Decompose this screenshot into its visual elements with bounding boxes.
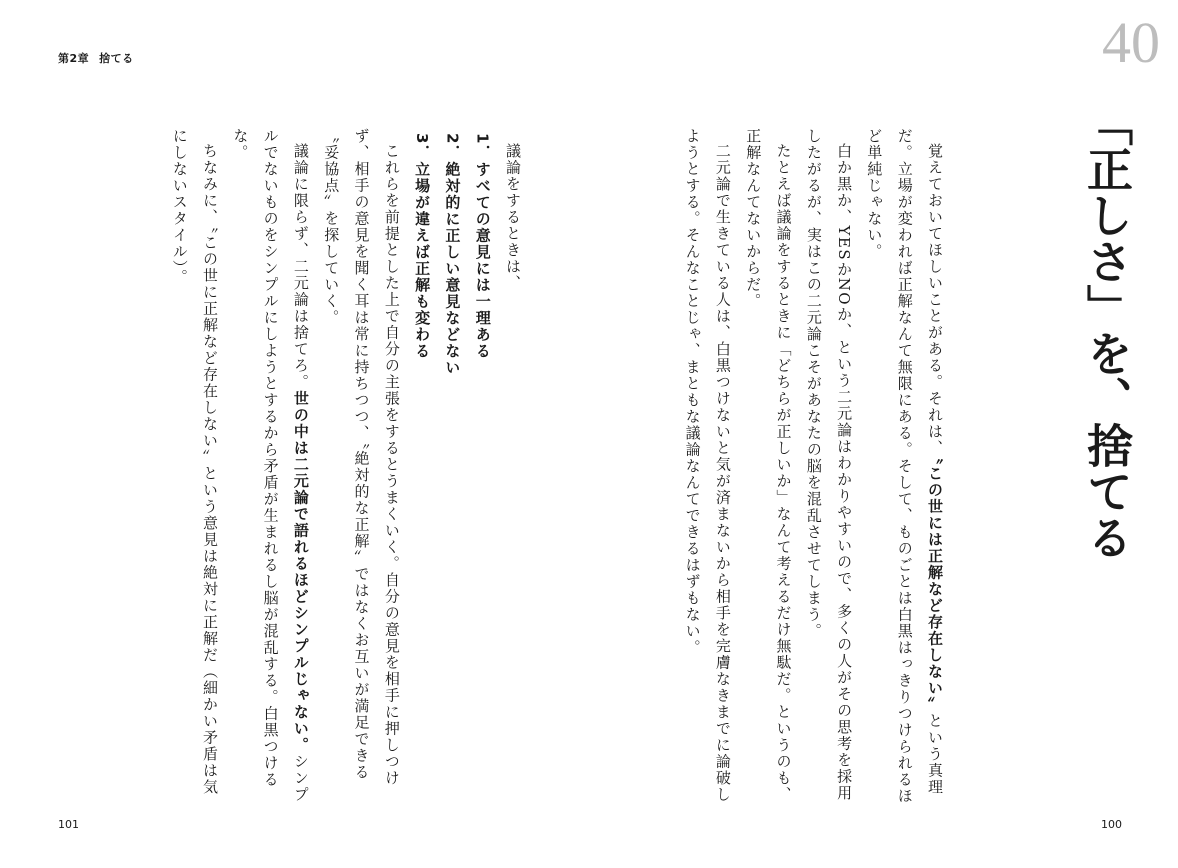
right-page-body xyxy=(677,128,950,808)
list-item: 3．立場が違えば正解も変わる xyxy=(413,132,432,359)
page-number-right: 100 xyxy=(1101,818,1122,831)
text-run: 議論に限らず、二元論は捨てろ。 xyxy=(291,143,310,391)
chapter-title: 捨てる xyxy=(99,52,134,65)
page-title: 「正しさ」を、捨てる xyxy=(1080,100,1134,560)
left-page-body xyxy=(164,128,528,808)
text-run: シンプルでないものをシンプルにしようとするから矛盾が生まれるし脳が混乱する。白黒つけるな。 xyxy=(231,128,310,803)
chapter-header xyxy=(58,50,144,66)
page-number-left: 101 xyxy=(58,818,79,831)
chapter-label: 第2章 xyxy=(58,52,90,65)
paragraph: 二元論で生きている人は、白黒つけないと気が済まないから相手を完膚なきまでに論破しようとする。そんなことじゃ、まともな議論なんてできるはずもない。 xyxy=(683,128,732,803)
paragraph: 議論をするときは、 xyxy=(504,143,522,292)
paragraph xyxy=(225,128,316,808)
paragraph xyxy=(859,128,950,808)
paragraph: ちなみに、〝この世に正解など存在しない〟という意見は絶対に正解だ（細かい矛盾は気にしないスタイル）。 xyxy=(170,128,220,796)
paragraph: これらを前提とした上で自分の主張をするとうまくいく。自分の意見を相手に押しつけず、相手の意見を聞く耳は常に持ちつつ、〝絶対的な正解〟ではなくお互いが満足できる〝妥協点〟を探していく。 xyxy=(322,128,401,787)
list-item: 2．絶対的に正しい意見などない xyxy=(443,132,462,376)
list-item: 1．すべての意見には一理ある xyxy=(473,132,492,359)
bold-text: 世の中は二元論で語れるほどシンプルじゃない。 xyxy=(291,390,310,754)
section-number: 40 xyxy=(1102,10,1160,75)
text-run: 覚えておいてほしいことがある。それは、 xyxy=(926,143,944,457)
paragraph: たとえば議論をするときに「どちらが正しいか」なんて考えるだけ無駄だ。というのも、正解なんてないからだ。 xyxy=(744,128,793,803)
bold-text: 〝この世には正解など存在しない〟 xyxy=(926,456,944,713)
text-run: という真理だ。立場が変われば正解なんて無限にある。そして、ものごとは白黒はっきりつけられるほど単純じゃない。 xyxy=(865,128,944,805)
paragraph: 白か黒か、YESかNOか、という二元論はわかりやすいので、多くの人がその思考を採用したがるが、実はこの二元論こそがあなたの脳を混乱させてしまう。 xyxy=(804,128,854,802)
